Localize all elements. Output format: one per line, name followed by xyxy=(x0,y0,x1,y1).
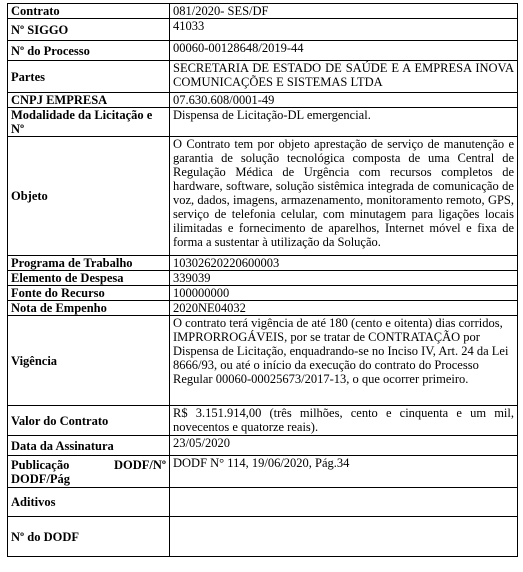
row-publicacao xyxy=(8,456,518,488)
label-contrato: Contrato xyxy=(8,4,170,19)
label-publicacao xyxy=(8,456,170,488)
value-vigencia: O contrato terá vigência de até 180 (cento e oitenta) dias corridos, IMPRORROGÁVEIS, por se tratar de CONTRATAÇÃO por Dispensa de Licitação, enquadrando-se no Inciso IV, Art. 24 da Lei 8666/93, ou até o início da execução do contrato do Processo Regular 00060-00025673/2017-13, o que ocorrer primeiro. xyxy=(170,316,518,406)
row-programa xyxy=(8,256,518,271)
row-elemento xyxy=(8,271,518,286)
label-valor: Valor do Contrato xyxy=(8,406,170,436)
label-programa: Programa de Trabalho xyxy=(8,256,170,271)
value-assinatura: 23/05/2020 xyxy=(170,436,518,456)
row-cnpj xyxy=(8,93,518,108)
row-objeto xyxy=(8,137,518,256)
label-elemento: Elemento de Despesa xyxy=(8,271,170,286)
row-siggo xyxy=(8,19,518,41)
row-assinatura xyxy=(8,436,518,456)
row-valor xyxy=(8,406,518,436)
value-empenho: 2020NE04032 xyxy=(170,301,518,316)
row-contrato xyxy=(8,4,518,19)
value-siggo: 41033 xyxy=(170,19,518,41)
value-publicacao: DODF N° 114, 19/06/2020, Pág.34 xyxy=(170,456,518,488)
label-publicacao-b: DODF/Nº xyxy=(113,457,166,472)
label-partes: Partes xyxy=(8,61,170,93)
label-dodf: Nº do DODF xyxy=(8,517,170,557)
value-processo: 00060-00128648/2019-44 xyxy=(170,41,518,61)
value-modalidade: Dispensa de Licitação-DL emergencial. xyxy=(170,108,518,137)
row-partes xyxy=(8,61,518,93)
row-dodf xyxy=(8,517,518,557)
label-vigencia: Vigência xyxy=(8,316,170,406)
label-fonte: Fonte do Recurso xyxy=(8,286,170,301)
value-aditivos xyxy=(170,488,518,517)
label-processo: Nº do Processo xyxy=(8,41,170,61)
label-cnpj: CNPJ EMPRESA xyxy=(8,93,170,108)
value-dodf xyxy=(170,517,518,557)
value-programa: 10302620220600003 xyxy=(170,256,518,271)
label-publicacao-c: DODF/Pág xyxy=(11,471,71,486)
value-contrato: 081/2020- SES/DF xyxy=(170,4,518,19)
row-empenho xyxy=(8,301,518,316)
row-aditivos xyxy=(8,488,518,517)
row-processo xyxy=(8,41,518,61)
label-publicacao-a: Publicação xyxy=(11,457,70,472)
value-partes: SECRETARIA DE ESTADO DE SAÚDE E A EMPRESA INOVA COMUNICAÇÕES E SISTEMAS LTDA xyxy=(170,61,518,93)
value-fonte: 100000000 xyxy=(170,286,518,301)
label-modalidade: Modalidade da Licitação e Nº xyxy=(8,108,170,137)
row-vigencia xyxy=(8,316,518,406)
label-siggo: Nº SIGGO xyxy=(8,19,170,41)
value-valor: R$ 3.151.914,00 (três milhões, cento e cinquenta e um mil, novecentos e quatorze reais). xyxy=(170,406,518,436)
label-objeto: Objeto xyxy=(8,137,170,256)
value-cnpj: 07.630.608/0001-49 xyxy=(170,93,518,108)
contract-summary-document xyxy=(7,3,518,557)
label-assinatura: Data da Assinatura xyxy=(8,436,170,456)
value-elemento: 339039 xyxy=(170,271,518,286)
value-objeto: O Contrato tem por objeto aprestação de serviço de manutenção e garantia de solução tecnológica composta de uma Central de Regulação Médica de Urgência com recursos completos de hardware, software, solução sistêmica integrada de comunicação de voz, dados, imagens, armazenamento, monitoramento remoto, GPS, serviço de telefonia celular, com minutagem para ligações locais ilimitadas e fornecimento de aparelhos, Internet móvel e fixa de forma a sustentar à utilização da Solução. xyxy=(170,137,518,256)
row-fonte xyxy=(8,286,518,301)
label-empenho: Nota de Empenho xyxy=(8,301,170,316)
label-aditivos: Aditivos xyxy=(8,488,170,517)
row-modalidade xyxy=(8,108,518,137)
contract-table xyxy=(7,3,518,557)
